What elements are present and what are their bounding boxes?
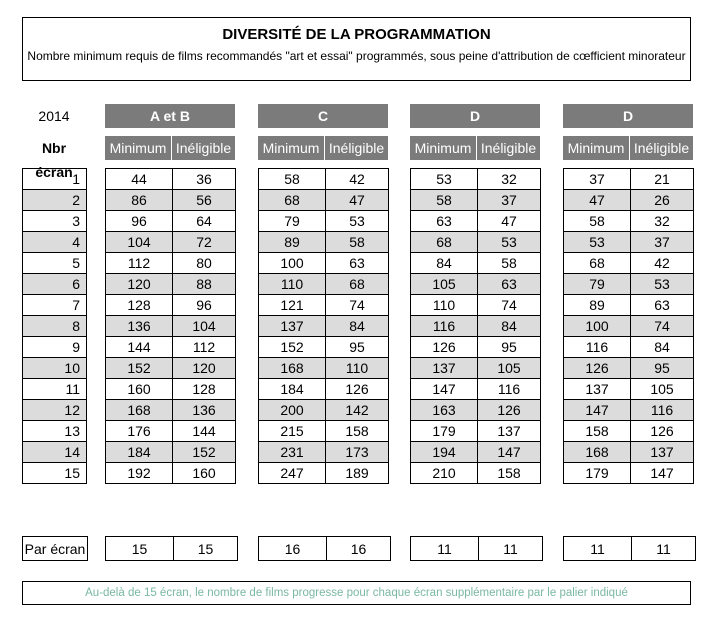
- minimum-cell: 105: [411, 274, 478, 295]
- minimum-cell: 86: [106, 190, 173, 211]
- table-row: [411, 400, 541, 421]
- ineligible-cell: 64: [173, 211, 236, 232]
- page-subtitle: Nombre minimum requis de films recommandés "art et essai" programmés, sous peine d'attribution de cœfficient minorateur: [27, 49, 686, 63]
- sub-header-ineligible: Inéligible: [172, 136, 235, 160]
- screen-number: 9: [23, 337, 87, 358]
- minimum-cell: 144: [106, 337, 173, 358]
- ineligible-cell: 116: [478, 379, 541, 400]
- screen-number: 5: [23, 253, 87, 274]
- sub-header-ineligible: Inéligible: [630, 136, 693, 160]
- minimum-cell: 104: [106, 232, 173, 253]
- minimum-cell: 168: [564, 442, 631, 463]
- table-row: [106, 169, 236, 190]
- table-row: [259, 337, 389, 358]
- per-screen-d2: [563, 536, 696, 561]
- minimum-cell: 63: [411, 211, 478, 232]
- minimum-cell: 163: [411, 400, 478, 421]
- ineligible-cell: 68: [326, 274, 389, 295]
- sub-header-c: [258, 136, 388, 160]
- table-row: [259, 169, 389, 190]
- table-row: [23, 316, 87, 337]
- table-row: [411, 463, 541, 484]
- table-row: [23, 400, 87, 421]
- footnote: Au-delà de 15 écran, le nombre de films progresse pour chaque écran supplémentaire par le palier indiqué: [22, 581, 691, 605]
- screen-number: 11: [23, 379, 87, 400]
- minimum-cell: 158: [564, 421, 631, 442]
- group-table-d1: [410, 168, 541, 484]
- minimum-cell: 53: [564, 232, 631, 253]
- sub-header-d1: [410, 136, 540, 160]
- ineligible-cell: 47: [326, 190, 389, 211]
- ineligible-cell: 144: [173, 421, 236, 442]
- per-screen-minimum: 11: [564, 537, 632, 561]
- table-row: [411, 337, 541, 358]
- ineligible-cell: 142: [326, 400, 389, 421]
- ineligible-cell: 160: [173, 463, 236, 484]
- table-row: [23, 358, 87, 379]
- ineligible-cell: 105: [478, 358, 541, 379]
- minimum-cell: 58: [564, 211, 631, 232]
- table-row: [411, 211, 541, 232]
- table-row: [564, 358, 694, 379]
- minimum-cell: 168: [106, 400, 173, 421]
- table-row: [106, 463, 236, 484]
- minimum-cell: 100: [564, 316, 631, 337]
- minimum-cell: 184: [259, 379, 326, 400]
- table-row: [411, 190, 541, 211]
- table-row: [23, 463, 87, 484]
- minimum-cell: 68: [564, 253, 631, 274]
- table-row: [411, 253, 541, 274]
- screen-number-table: [22, 168, 87, 484]
- minimum-cell: 137: [259, 316, 326, 337]
- ineligible-cell: 88: [173, 274, 236, 295]
- ineligible-cell: 32: [478, 169, 541, 190]
- minimum-cell: 179: [411, 421, 478, 442]
- table-row: [106, 358, 236, 379]
- sub-header-minimum: Minimum: [410, 136, 477, 160]
- table-row: [564, 463, 694, 484]
- ineligible-cell: 173: [326, 442, 389, 463]
- table-row: [259, 232, 389, 253]
- per-screen-ineligible: 11: [632, 537, 696, 561]
- table-row: [23, 379, 87, 400]
- minimum-cell: 116: [411, 316, 478, 337]
- screen-count-header: Nbr écran: [35, 140, 73, 180]
- ineligible-cell: 53: [326, 211, 389, 232]
- table-row: [259, 253, 389, 274]
- table-row: [23, 442, 87, 463]
- ineligible-cell: 58: [326, 232, 389, 253]
- ineligible-cell: 137: [478, 421, 541, 442]
- minimum-cell: 200: [259, 400, 326, 421]
- table-row: [564, 274, 694, 295]
- minimum-cell: 152: [106, 358, 173, 379]
- ineligible-cell: 56: [173, 190, 236, 211]
- screen-number: 12: [23, 400, 87, 421]
- ineligible-cell: 36: [173, 169, 236, 190]
- ineligible-cell: 32: [631, 211, 694, 232]
- screen-number: 6: [23, 274, 87, 295]
- sub-header-minimum: Minimum: [105, 136, 172, 160]
- group-table-d2: [563, 168, 694, 484]
- per-screen-a-b: [105, 536, 238, 561]
- minimum-cell: 215: [259, 421, 326, 442]
- table-row: [564, 295, 694, 316]
- screen-number: 13: [23, 421, 87, 442]
- table-row: [106, 274, 236, 295]
- minimum-cell: 110: [411, 295, 478, 316]
- table-row: [106, 295, 236, 316]
- per-screen-label-box: [22, 536, 88, 561]
- table-row: [564, 190, 694, 211]
- minimum-cell: 37: [564, 169, 631, 190]
- table-row: [259, 442, 389, 463]
- table-row: [259, 211, 389, 232]
- minimum-cell: 179: [564, 463, 631, 484]
- table-row: [564, 421, 694, 442]
- minimum-cell: 231: [259, 442, 326, 463]
- minimum-cell: 168: [259, 358, 326, 379]
- table-row: [106, 400, 236, 421]
- minimum-cell: 210: [411, 463, 478, 484]
- table-row: [23, 274, 87, 295]
- table-row: [23, 337, 87, 358]
- ineligible-cell: 189: [326, 463, 389, 484]
- table-row: [564, 169, 694, 190]
- title-box: [22, 17, 691, 81]
- minimum-cell: 194: [411, 442, 478, 463]
- table-row: [259, 400, 389, 421]
- ineligible-cell: 116: [631, 400, 694, 421]
- minimum-cell: 160: [106, 379, 173, 400]
- ineligible-cell: 126: [631, 421, 694, 442]
- ineligible-cell: 26: [631, 190, 694, 211]
- per-screen-c: [258, 536, 391, 561]
- ineligible-cell: 104: [173, 316, 236, 337]
- minimum-cell: 96: [106, 211, 173, 232]
- ineligible-cell: 136: [173, 400, 236, 421]
- table-row: [23, 253, 87, 274]
- table-row: [564, 253, 694, 274]
- minimum-cell: 137: [411, 358, 478, 379]
- minimum-cell: 68: [259, 190, 326, 211]
- per-screen-minimum: 16: [259, 537, 327, 561]
- ineligible-cell: 21: [631, 169, 694, 190]
- minimum-cell: 89: [564, 295, 631, 316]
- minimum-cell: 44: [106, 169, 173, 190]
- ineligible-cell: 53: [631, 274, 694, 295]
- screen-number: 14: [23, 442, 87, 463]
- minimum-cell: 126: [411, 337, 478, 358]
- table-row: [23, 211, 87, 232]
- minimum-cell: 120: [106, 274, 173, 295]
- ineligible-cell: 53: [478, 232, 541, 253]
- ineligible-cell: 152: [173, 442, 236, 463]
- ineligible-cell: 112: [173, 337, 236, 358]
- ineligible-cell: 147: [478, 442, 541, 463]
- minimum-cell: 112: [106, 253, 173, 274]
- per-screen-minimum: 11: [411, 537, 479, 561]
- group-header-c: C: [258, 104, 388, 128]
- group-header-d2: D: [563, 104, 693, 128]
- per-screen-ineligible: 16: [327, 537, 391, 561]
- minimum-cell: 247: [259, 463, 326, 484]
- table-row: [23, 421, 87, 442]
- ineligible-cell: 37: [631, 232, 694, 253]
- sub-header-a-b: [105, 136, 235, 160]
- table-row: [564, 379, 694, 400]
- screen-number: 10: [23, 358, 87, 379]
- ineligible-cell: 84: [326, 316, 389, 337]
- minimum-cell: 89: [259, 232, 326, 253]
- group-header-d1: D: [410, 104, 540, 128]
- ineligible-cell: 42: [631, 253, 694, 274]
- ineligible-cell: 137: [631, 442, 694, 463]
- ineligible-cell: 63: [631, 295, 694, 316]
- table-row: [106, 316, 236, 337]
- minimum-cell: 128: [106, 295, 173, 316]
- table-row: [564, 316, 694, 337]
- table-row: [106, 253, 236, 274]
- group-header-a-b: A et B: [105, 104, 235, 128]
- table-row: [106, 337, 236, 358]
- table-row: [411, 442, 541, 463]
- minimum-cell: 79: [259, 211, 326, 232]
- group-table-c: [258, 168, 389, 484]
- minimum-cell: 147: [411, 379, 478, 400]
- table-row: [411, 169, 541, 190]
- minimum-cell: 110: [259, 274, 326, 295]
- table-row: [106, 442, 236, 463]
- table-row: [259, 274, 389, 295]
- per-screen-ineligible: 15: [174, 537, 238, 561]
- table-row: [23, 295, 87, 316]
- minimum-cell: 121: [259, 295, 326, 316]
- table-row: [564, 232, 694, 253]
- table-row: [564, 211, 694, 232]
- ineligible-cell: 110: [326, 358, 389, 379]
- sub-header-minimum: Minimum: [563, 136, 630, 160]
- per-screen-label: Par écran: [23, 537, 88, 561]
- screen-number: 3: [23, 211, 87, 232]
- table-row: [259, 379, 389, 400]
- table-row: [411, 379, 541, 400]
- ineligible-cell: 63: [478, 274, 541, 295]
- table-row: [259, 190, 389, 211]
- minimum-cell: 147: [564, 400, 631, 421]
- table-row: [259, 295, 389, 316]
- minimum-cell: 192: [106, 463, 173, 484]
- table-row: [259, 316, 389, 337]
- table-row: [411, 295, 541, 316]
- table-row: [259, 463, 389, 484]
- ineligible-cell: 74: [326, 295, 389, 316]
- minimum-cell: 100: [259, 253, 326, 274]
- sub-header-d2: [563, 136, 693, 160]
- ineligible-cell: 105: [631, 379, 694, 400]
- table-row: [259, 421, 389, 442]
- minimum-cell: 68: [411, 232, 478, 253]
- minimum-cell: 116: [564, 337, 631, 358]
- ineligible-cell: 95: [478, 337, 541, 358]
- minimum-cell: 136: [106, 316, 173, 337]
- screen-number: 15: [23, 463, 87, 484]
- minimum-cell: 84: [411, 253, 478, 274]
- table-row: [23, 232, 87, 253]
- sub-header-ineligible: Inéligible: [477, 136, 540, 160]
- ineligible-cell: 96: [173, 295, 236, 316]
- minimum-cell: 176: [106, 421, 173, 442]
- table-row: [106, 421, 236, 442]
- ineligible-cell: 147: [631, 463, 694, 484]
- table-row: [564, 442, 694, 463]
- group-table-a-b: [105, 168, 236, 484]
- per-screen-ineligible: 11: [479, 537, 543, 561]
- minimum-cell: 47: [564, 190, 631, 211]
- table-row: [106, 211, 236, 232]
- year-label: 2014: [38, 108, 70, 124]
- table-row: [564, 400, 694, 421]
- table-row: [23, 169, 87, 190]
- table-row: [411, 316, 541, 337]
- per-screen-d1: [410, 536, 543, 561]
- table-row: [106, 190, 236, 211]
- sub-header-minimum: Minimum: [258, 136, 325, 160]
- minimum-cell: 137: [564, 379, 631, 400]
- ineligible-cell: 72: [173, 232, 236, 253]
- minimum-cell: 126: [564, 358, 631, 379]
- minimum-cell: 58: [259, 169, 326, 190]
- minimum-cell: 184: [106, 442, 173, 463]
- minimum-cell: 152: [259, 337, 326, 358]
- minimum-cell: 53: [411, 169, 478, 190]
- ineligible-cell: 58: [478, 253, 541, 274]
- ineligible-cell: 74: [478, 295, 541, 316]
- ineligible-cell: 126: [478, 400, 541, 421]
- table-row: [411, 421, 541, 442]
- ineligible-cell: 63: [326, 253, 389, 274]
- ineligible-cell: 37: [478, 190, 541, 211]
- ineligible-cell: 128: [173, 379, 236, 400]
- ineligible-cell: 42: [326, 169, 389, 190]
- ineligible-cell: 158: [478, 463, 541, 484]
- minimum-cell: 58: [411, 190, 478, 211]
- ineligible-cell: 158: [326, 421, 389, 442]
- screen-number: 8: [23, 316, 87, 337]
- table-row: [411, 232, 541, 253]
- table-row: [259, 358, 389, 379]
- ineligible-cell: 120: [173, 358, 236, 379]
- sub-header-ineligible: Inéligible: [325, 136, 388, 160]
- table-row: [106, 232, 236, 253]
- minimum-cell: 79: [564, 274, 631, 295]
- table-row: [106, 379, 236, 400]
- ineligible-cell: 126: [326, 379, 389, 400]
- screen-number: 1: [23, 169, 87, 190]
- screen-number: 4: [23, 232, 87, 253]
- ineligible-cell: 84: [631, 337, 694, 358]
- table-row: [564, 337, 694, 358]
- screen-number: 7: [23, 295, 87, 316]
- page-title: DIVERSITÉ DE LA PROGRAMMATION: [222, 26, 491, 43]
- ineligible-cell: 84: [478, 316, 541, 337]
- ineligible-cell: 95: [326, 337, 389, 358]
- per-screen-minimum: 15: [106, 537, 174, 561]
- screen-number: 2: [23, 190, 87, 211]
- ineligible-cell: 74: [631, 316, 694, 337]
- table-row: [23, 190, 87, 211]
- ineligible-cell: 47: [478, 211, 541, 232]
- table-row: [411, 274, 541, 295]
- ineligible-cell: 95: [631, 358, 694, 379]
- ineligible-cell: 80: [173, 253, 236, 274]
- table-row: [411, 358, 541, 379]
